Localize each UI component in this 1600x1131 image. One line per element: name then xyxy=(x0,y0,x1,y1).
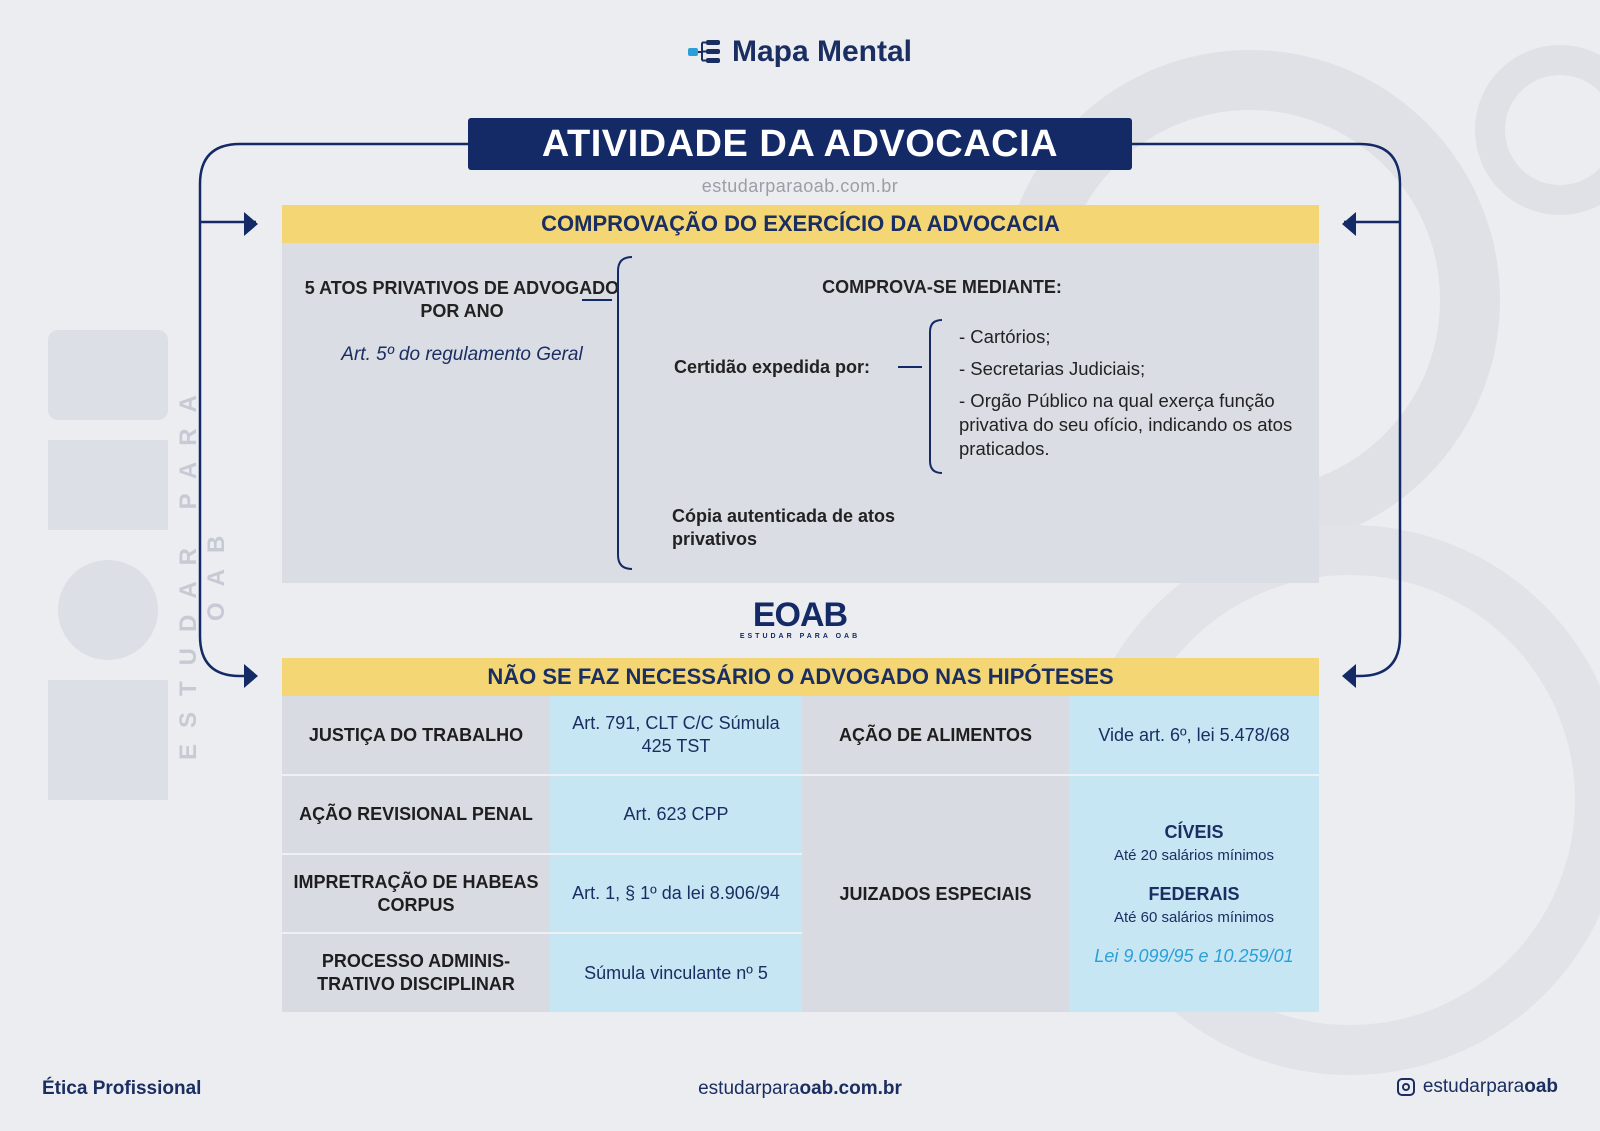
mind-map-label: Mapa Mental xyxy=(731,35,913,68)
civeis-subtitle: Até 20 salários mínimos xyxy=(1113,846,1275,864)
exceptions-section xyxy=(282,658,1319,1012)
table-row-reference: Súmula vinculante nº 5 xyxy=(550,932,802,1012)
footer-site-suffix: oab.com.br xyxy=(799,1078,902,1099)
instagram-prefix: estudar xyxy=(1422,1076,1487,1097)
list-item: - Secretarias Judiciais; xyxy=(959,358,1146,379)
proof-heading: COMPROVAÇÃO DO EXERCÍCIO DA ADVOCACIA xyxy=(282,205,1319,243)
vertical-watermark-text: ESTUDAR PARA OAB xyxy=(175,379,230,761)
federais-title: FEDERAIS xyxy=(1148,883,1240,904)
instagram-suffix: oab xyxy=(1524,1076,1558,1097)
privative-acts-title: 5 ATOS PRIVATIVOS DE ADVOGADO POR ANO xyxy=(304,278,620,321)
alimentos-reference: Vide art. 6º, lei 5.478/68 xyxy=(1069,696,1319,774)
table-row-reference: Art. 623 CPP xyxy=(550,774,802,853)
list-item: - Cartórios; xyxy=(959,326,1051,347)
footer-site-link[interactable] xyxy=(0,1078,1600,1100)
table-row-label: PROCESSO ADMINIS-TRATIVO DISCIPLINAR xyxy=(282,932,550,1012)
footer-site-prefix: estudar xyxy=(698,1078,762,1099)
instagram-icon xyxy=(1397,1078,1415,1096)
table-row-label: AÇÃO REVISIONAL PENAL xyxy=(282,774,550,853)
footer-subject: Ética Profissional xyxy=(42,1078,202,1099)
federais-subtitle: Até 60 salários mínimos xyxy=(1113,908,1275,926)
juizados-label: JUIZADOS ESPECIAIS xyxy=(802,774,1069,1012)
list-item: - Orgão Público na qual exerça função privativa do seu ofício, indicando os atos praticados. xyxy=(959,390,1293,459)
table-row-reference: Art. 1, § 1º da lei 8.906/94 xyxy=(550,853,802,932)
proof-section xyxy=(282,205,1319,583)
table-row-label: JUSTIÇA DO TRABALHO xyxy=(282,696,550,774)
privative-acts-reference: Art. 5º do regulamento Geral xyxy=(341,344,583,365)
certidao-list xyxy=(959,325,1299,469)
eoab-logo xyxy=(734,598,866,644)
page-title: ATIVIDADE DA ADVOCACIA xyxy=(468,118,1132,170)
exceptions-heading: NÃO SE FAZ NECESSÁRIO O ADVOGADO NAS HIPÓTESES xyxy=(282,658,1319,696)
comprova-label: COMPROVA-SE MEDIANTE: xyxy=(822,277,1062,297)
certidao-label: Certidão expedida por: xyxy=(674,357,871,377)
logo-tagline: ESTUDAR PARA OAB xyxy=(739,633,861,640)
table-row-label: IMPRETRAÇÃO DE HABEAS CORPUS xyxy=(282,853,550,932)
site-subtitle: estudarparaoab.com.br xyxy=(701,176,899,196)
civeis-title: CÍVEIS xyxy=(1164,821,1224,842)
exceptions-table xyxy=(282,696,1319,1012)
footer-site-mid: para xyxy=(761,1078,800,1099)
alimentos-label: AÇÃO DE ALIMENTOS xyxy=(802,696,1069,774)
table-row-reference: Art. 791, CLT C/C Súmula 425 TST xyxy=(550,696,802,774)
copia-label: Cópia autenticada de atos privativos xyxy=(672,506,896,549)
footer-instagram[interactable] xyxy=(1397,1076,1558,1098)
juizados-lei: Lei 9.099/95 e 10.259/01 xyxy=(1094,945,1294,966)
juizados-details xyxy=(1069,774,1319,1012)
logo-mark: EOAB xyxy=(752,596,848,634)
instagram-mid: para xyxy=(1486,1076,1525,1097)
